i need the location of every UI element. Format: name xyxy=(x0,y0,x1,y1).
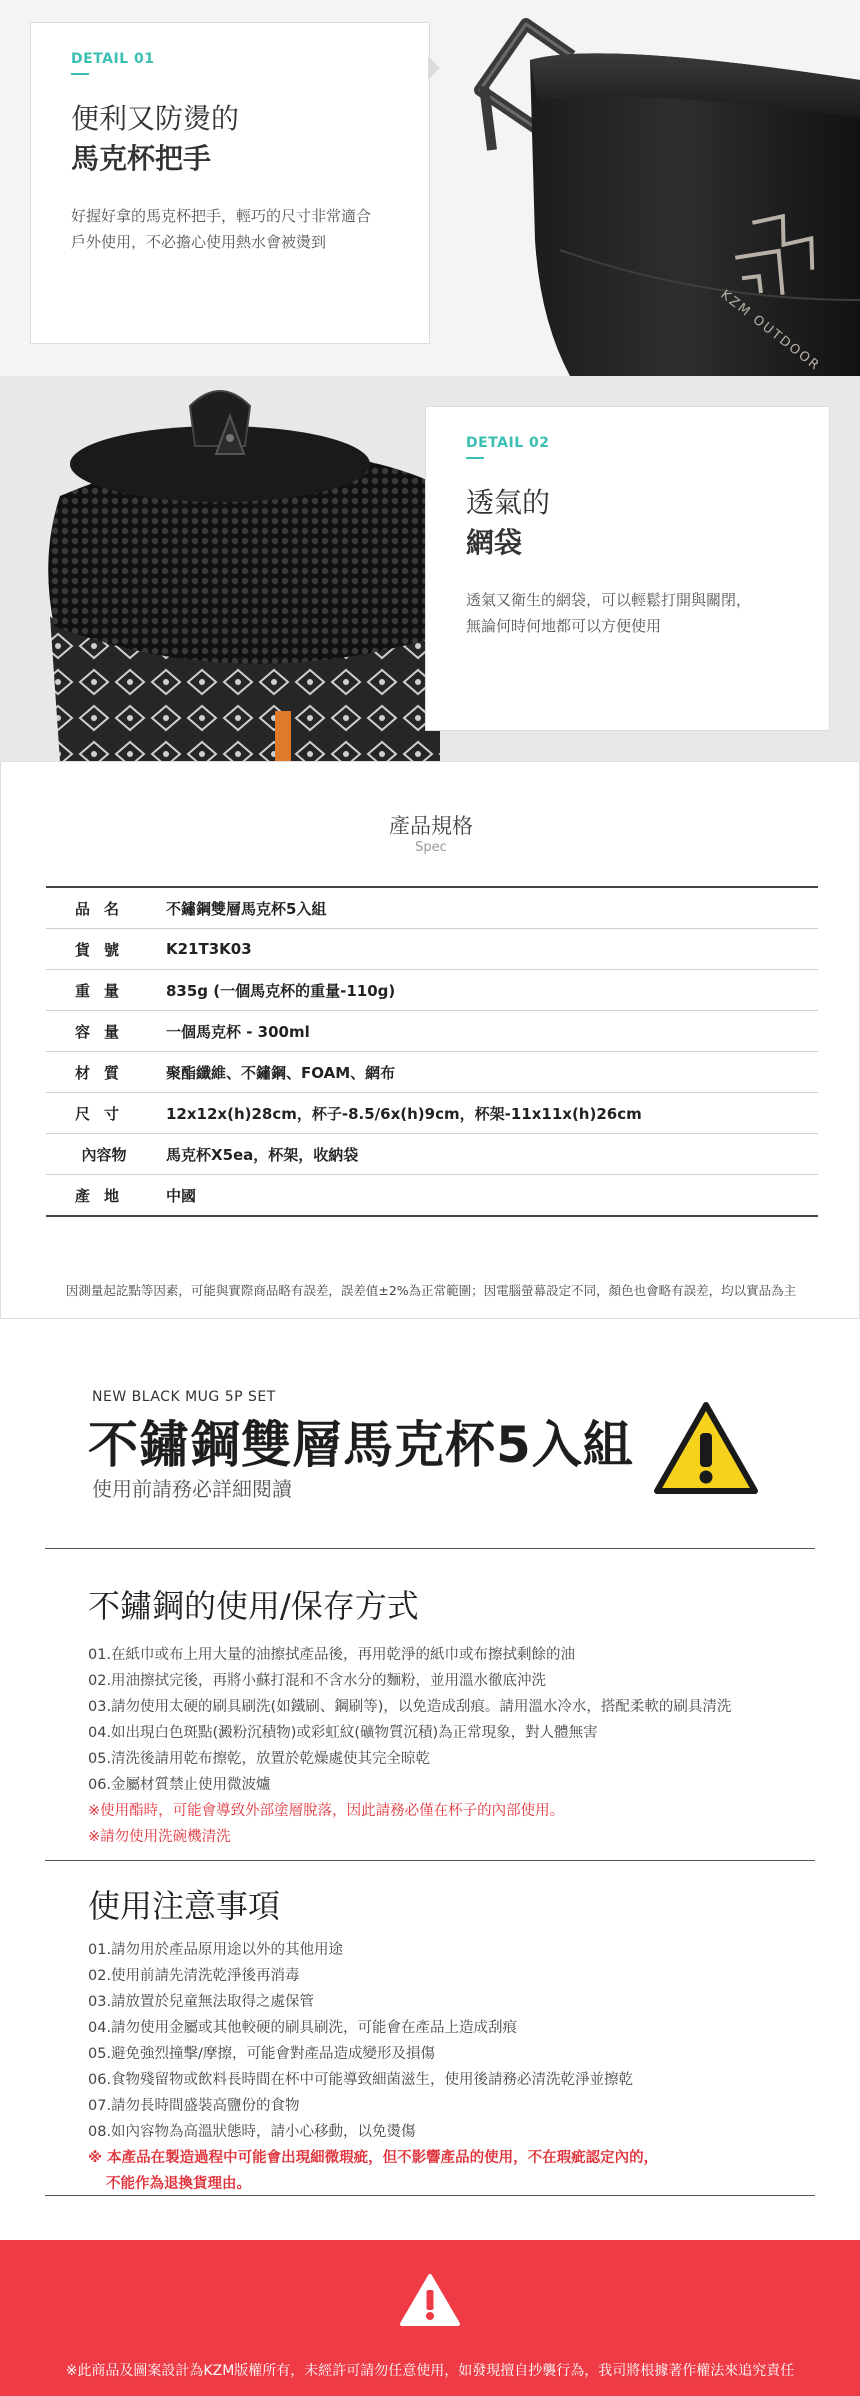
spec-title: 產品規格 xyxy=(389,814,473,838)
spec-row-weight xyxy=(46,970,818,1011)
care-warning: ※使用酯時，可能會導致外部塗層脫落，因此請務必僅在杯子的內部使用。 xyxy=(88,1803,565,1819)
caution-item: 06.食物殘留物或飲料長時間在杯中可能導致細菌滋生，使用後請務必清洗乾淨並擦乾 xyxy=(88,2072,634,2088)
detail-01-card xyxy=(30,22,430,344)
spec-value: 中國 xyxy=(166,1186,197,1205)
section-divider xyxy=(45,1548,815,1549)
detail-desc-line1: 透氣又衛生的網袋，可以輕鬆打開與關閉， xyxy=(466,591,752,609)
spec-label: 內容物 xyxy=(81,1145,127,1164)
spec-value: 一個馬克杯 - 300ml xyxy=(166,1022,310,1041)
care-heading: 不鏽鋼的使用/保存方式 xyxy=(88,1587,419,1625)
detail-02-card xyxy=(425,406,830,731)
care-item: 06.金屬材質禁止使用微波爐 xyxy=(88,1777,271,1793)
care-item: 03.請勿使用太硬的刷具刷洗(如鐵刷、鋼刷等)，以免造成刮痕。請用溫水冷水，搭配柔軟的刷具清洗 xyxy=(88,1699,732,1715)
detail-title-line2: 網袋 xyxy=(466,526,523,559)
care-item: 05.清洗後請用乾布擦乾，放置於乾燥處使其完全晾乾 xyxy=(88,1751,431,1767)
spec-row-contents xyxy=(46,1134,818,1175)
care-warning: ※請勿使用洗碗機清洗 xyxy=(88,1829,231,1845)
detail-title-line1: 便利又防燙的 xyxy=(71,102,240,135)
spec-value: 馬克杯X5ea，杯架，收納袋 xyxy=(166,1145,359,1164)
spec-value: K21T3K03 xyxy=(166,940,252,958)
card-pointer xyxy=(428,56,440,80)
detail-title-line2: 馬克杯把手 xyxy=(71,142,212,175)
spec-label: 容量 xyxy=(74,1022,133,1041)
spec-label: 材質 xyxy=(74,1063,133,1082)
spec-label: 品名 xyxy=(74,899,133,918)
read-before-use-note: 使用前請務必詳細閱讀 xyxy=(92,1477,292,1501)
spec-label: 產地 xyxy=(74,1186,133,1205)
spec-row-name xyxy=(46,888,818,929)
usage-section xyxy=(0,1319,860,2240)
spec-value: 12x12x(h)28cm，杯子-8.5/6x(h)9cm，杯架-11x11x(h)26cm xyxy=(166,1104,642,1123)
detail-tag-underline xyxy=(71,73,89,75)
caution-list xyxy=(88,1937,828,2197)
caution-warning-line1: ※ 本產品在製造過程中可能會出現細微瑕疵，但不影響產品的使用，不在瑕疵認定內的， xyxy=(88,2150,659,2166)
detail-title-line1: 透氣的 xyxy=(466,486,551,519)
spec-row-origin xyxy=(46,1175,818,1215)
caution-heading: 使用注意事項 xyxy=(88,1887,281,1925)
detail-desc-line2: 無論何時何地都可以方便使用 xyxy=(466,617,662,635)
mesh-bag-photo xyxy=(40,376,440,761)
copyright-footer xyxy=(0,2240,860,2396)
care-item: 02.用油擦拭完後，再將小蘇打混和不含水分的麵粉，並用溫水徹底沖洗 xyxy=(88,1673,547,1689)
caution-item: 08.如內容物為高溫狀態時，請小心移動，以免燙傷 xyxy=(88,2124,416,2140)
copyright-text: ※此商品及圖案設計為KZM版權所有，未經許可請勿任意使用，如發現擅自抄襲行為，我司將根據著作權法來追究責任 xyxy=(65,2363,795,2379)
care-list xyxy=(88,1642,828,1850)
caution-item: 04.請勿使用金屬或其他較硬的刷具刷洗，可能會在產品上造成刮痕 xyxy=(88,2020,518,2036)
warning-triangle-icon xyxy=(651,1399,761,1499)
detail-tag: DETAIL 01 xyxy=(71,51,155,67)
logo-text: KZM OUTDOOR xyxy=(717,287,823,375)
caution-warning-line2: 不能作為退換貨理由。 xyxy=(106,2176,251,2192)
mug-handle-photo xyxy=(440,0,860,376)
spec-value: 835g (一個馬克杯的重量-110g) xyxy=(166,981,396,1000)
detail-02-section xyxy=(0,376,860,761)
detail-01-section xyxy=(0,0,860,376)
spec-label: 貨號 xyxy=(74,940,133,959)
spec-row-capacity xyxy=(46,1011,818,1052)
caution-item: 03.請放置於兒童無法取得之處保管 xyxy=(88,1994,315,2010)
care-item: 04.如出現白色斑點(澱粉沉積物)或彩虹紋(礦物質沉積)為正常現象，對人體無害 xyxy=(88,1725,598,1741)
spec-row-sku xyxy=(46,929,818,970)
spec-disclaimer: 因測量起訖點等因素，可能與實際商品略有誤差，誤差值±2%為正常範圍；因電腦螢幕設定不同，顏色也會略有誤差，均以實品為主 xyxy=(65,1283,797,1298)
spec-value: 不鏽鋼雙層馬克杯5入組 xyxy=(166,899,327,918)
detail-desc-line2: 戶外使用，不必擔心使用熱水會被燙到 xyxy=(71,233,327,251)
product-eng-title: NEW BLACK MUG 5P SET xyxy=(92,1389,276,1405)
spec-value: 聚酯纖維、不鏽鋼、FOAM、網布 xyxy=(166,1063,396,1082)
care-item: 01.在紙巾或布上用大量的油擦拭產品後，再用乾淨的紙巾或布擦拭剩餘的油 xyxy=(88,1647,576,1663)
caution-item: 02.使用前請先清洗乾淨後再消毒 xyxy=(88,1968,300,1984)
detail-tag-underline xyxy=(466,457,484,459)
spec-label: 尺寸 xyxy=(74,1104,133,1123)
detail-tag: DETAIL 02 xyxy=(466,435,550,451)
spec-row-size xyxy=(46,1093,818,1134)
detail-desc-line1: 好握好拿的馬克杯把手，輕巧的尺寸非常適合 xyxy=(71,207,372,225)
product-title: 不鏽鋼雙層馬克杯5入組 xyxy=(88,1416,634,1474)
spec-table xyxy=(46,886,818,1217)
caution-item: 01.請勿用於產品原用途以外的其他用途 xyxy=(88,1942,344,1958)
spec-label: 重量 xyxy=(74,981,133,1000)
caution-item: 05.避免強烈撞擊/摩擦，可能會對產品造成變形及損傷 xyxy=(88,2046,435,2062)
section-divider xyxy=(45,1860,815,1861)
section-divider xyxy=(45,2195,815,2196)
spec-section xyxy=(0,761,860,1319)
alert-triangle-icon xyxy=(398,2272,462,2330)
caution-item: 07.請勿長時間盛裝高鹽份的食物 xyxy=(88,2098,300,2114)
spec-subtitle: Spec xyxy=(415,840,447,855)
spec-row-material xyxy=(46,1052,818,1093)
